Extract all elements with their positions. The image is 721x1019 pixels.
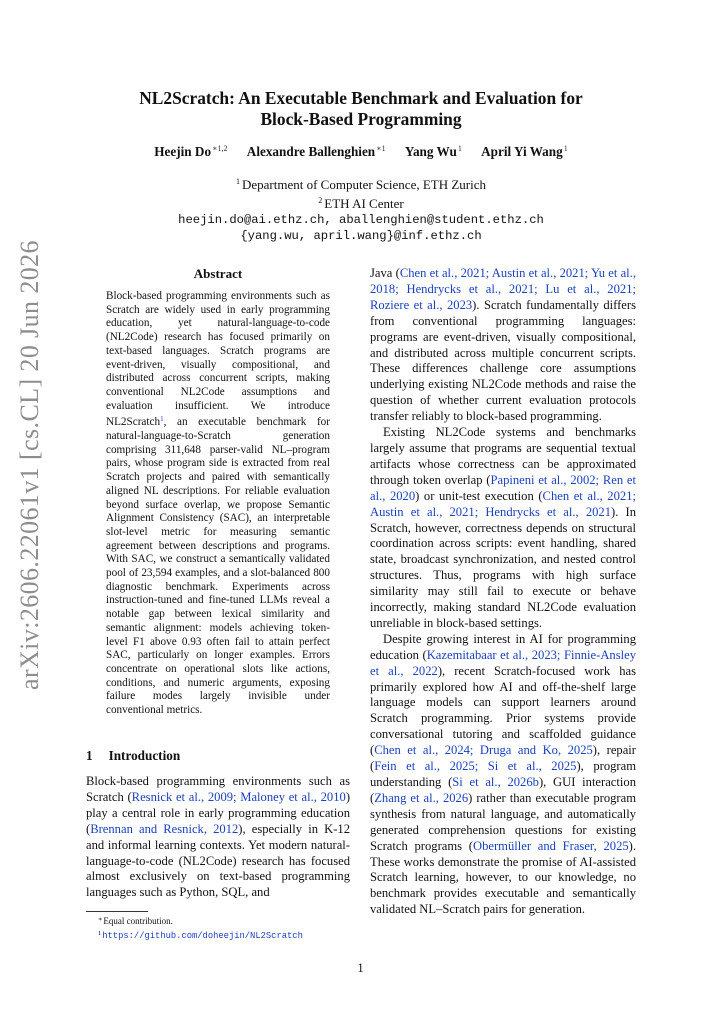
body-text: ), program understanding ( xyxy=(370,759,636,789)
right-column xyxy=(370,266,636,918)
abstract-heading: Abstract xyxy=(193,266,243,281)
author xyxy=(247,144,386,159)
emails-line-2: {yang.wu, april.wang}@inf.ethz.ch xyxy=(240,229,482,243)
body-text: ), repair ( xyxy=(370,743,636,774)
body-text: Existing NL2Code systems and benchmarks largely assume that programs are sequential textual artifacts whose correctness can be approximated through token overlap ( xyxy=(370,425,636,487)
body-text: Despite growing interest in AI for programming education ( xyxy=(370,631,636,662)
body-text: ), GUI interaction ( xyxy=(370,775,636,805)
citation-link[interactable]: Fein et al., 2025; Si et al., 2025 xyxy=(374,759,577,774)
paragraph xyxy=(370,266,636,425)
citation-link[interactable]: Zhang et al., 2026 xyxy=(374,790,469,805)
citation-link[interactable]: Kazemitabaar et al., 2023; Finnie-Ansley et al., 2022 xyxy=(370,647,637,678)
citation-link[interactable]: Chen et al., 2021; Austin et al., 2021; Hendrycks et al., 2021 xyxy=(370,488,636,519)
author-affil-mark: ∗1 xyxy=(376,144,386,153)
author xyxy=(154,144,227,159)
author-name: April Yi Wang xyxy=(481,144,563,159)
body-text: Block-based programming environments such as Scratch ( xyxy=(86,774,350,804)
citation-link[interactable]: Chen et al., 2024; Druga and Ko, 2025 xyxy=(374,743,593,758)
title-line-1: NL2Scratch: An Executable Benchmark and Evaluation for xyxy=(139,88,583,108)
abstract-body xyxy=(106,290,330,718)
footnote-rule xyxy=(86,911,148,912)
body-text: ) or unit-test execution ( xyxy=(415,488,543,503)
footnote-text: Equal contribution. xyxy=(103,916,173,926)
body-text: ). Scratch fundamentally differs from conventional programming languages: programs are event-driven, visually compositional, and distributed across multiple concurrent scripts. These differences challenge core assumptions underlying existing NL2Code methods and raise the question of whether current evaluation protocols transfer reliably to block-based programming. xyxy=(370,297,636,424)
section-title: Introduction xyxy=(108,748,181,763)
affil-text: Department of Computer Science, ETH Zurich xyxy=(241,177,487,192)
affiliation-center xyxy=(86,193,636,212)
citation-link[interactable]: Si et al., 2026b xyxy=(452,775,539,789)
author-affil-mark: 1 xyxy=(457,144,462,153)
body-text: ), recent Scratch-focused work has primarily explored how AI and off-the-shelf large language models can support learners around Scratch programming. Prior systems provide conversational tutoring and scaffolded guidance ( xyxy=(370,663,636,758)
title-line-2: Block-Based Programming xyxy=(260,109,462,129)
body-text: ), especially in K-12 and informal learning contexts. Yet modern natural-language-to-code (NL2Code) research has focused almost exclusively on text-based programming languages such as Python, SQL, and xyxy=(86,821,350,900)
intro-paragraph xyxy=(86,774,350,901)
footnote-ref[interactable]: 1 xyxy=(160,415,164,424)
author-affil-mark: ∗1,2 xyxy=(212,144,228,153)
abstract-text: , an executable benchmark for natural-language-to-Scratch generation comprising 311,648 parser-valid NL–program pairs, whose program side is extracted from real Scratch projects and paired with semantically aligned NL descriptions. For reliable evaluation beyond surface overlap, we propose Semantic Alignment Consistency (SAC), an interpretable slot-level metric for measuring semantic agreement between descriptions and programs. With SAC, we construct a semantically validated pool of 23,594 examples, and a slot-balanced 800 diagnostic benchmark. Experiments across instruction-tuned and fine-tuned LLMs reveal a notable gap between lexical similarity and semantic alignment: models achieving token-level F1 above 0.93 often fail to attain perfect SAC, particularly on longer examples. Errors concentrate on operational slots like actions, conditions, and numeric arguments, exposing failure modes largely invisible under conventional metrics. xyxy=(106,416,330,717)
author-name: Heejin Do xyxy=(154,144,212,159)
affiliation-dept xyxy=(86,174,636,193)
affil-mark: 1 xyxy=(235,177,240,186)
abstract-text: Block-based programming environments such as Scratch are widely used in early programming education, yet natural-language-to-code (NL2Code) research has focused primarily on text-based languages. Scratch programs are event-driven, visually compositional, and distributed across concurrent scripts, making conventional NL2Code assumptions and evaluation insufficient. We introduce NL2Scratch xyxy=(106,290,330,429)
body-text: Java ( xyxy=(370,266,400,280)
section-heading-introduction xyxy=(86,748,350,764)
body-text: ). In Scratch, however, correctness depends on structural coordination across scripts: event handling, shared state, broadcast synchronization, and nested control structures. Thus, programs with high surface similarity may still fail to execute or behave incorrectly, making standard NL2Code evaluation unreliable in block-based settings. xyxy=(370,504,636,630)
footnote-equal xyxy=(98,914,358,928)
citation-link[interactable]: Obermüller and Fraser, 2025 xyxy=(472,838,629,853)
paragraph xyxy=(370,632,636,918)
paragraph xyxy=(370,425,636,632)
affiliations xyxy=(86,174,636,244)
citation-link[interactable]: Brennan and Resnick, 2012 xyxy=(90,821,239,836)
page-number: 1 xyxy=(357,961,364,975)
footnote-mark: 1 xyxy=(98,929,102,937)
author-affil-mark: 1 xyxy=(563,144,568,153)
affil-mark: 2 xyxy=(318,196,323,205)
citation-link[interactable]: Chen et al., 2021; Austin et al., 2021; Yu et al., 2018; Hendrycks et al., 2021; Lu et al., 2021; Roziere et al., 2023 xyxy=(370,266,636,312)
affil-text: ETH AI Center xyxy=(324,196,404,211)
footnote-mark: ∗ xyxy=(98,916,103,923)
body-text: ) play a central role in early programming education ( xyxy=(86,789,351,836)
body-text: ). These works demonstrate the promise of AI-assisted Scratch learning, however, to our knowledge, no benchmark provides executable and semantically validated NL–Scratch pairs for generation. xyxy=(370,838,637,917)
author xyxy=(481,144,568,159)
arxiv-stamp: arXiv:2606.22061v1 [cs.CL] 20 Jun 2026 xyxy=(15,240,44,690)
section-number: 1 xyxy=(86,748,93,763)
body-text: ) rather than executable program synthesis from natural language, and automatically generated comprehension questions for existing Scratch programs ( xyxy=(370,790,637,853)
footnote-link xyxy=(98,928,358,943)
footnotes xyxy=(98,914,358,942)
repo-link[interactable]: https://github.com/doheejin/NL2Scratch xyxy=(102,930,303,941)
author-list xyxy=(86,140,636,161)
author xyxy=(405,144,462,159)
citation-link[interactable]: Papineni et al., 2002; Ren et al., 2020 xyxy=(370,472,636,503)
author-name: Alexandre Ballenghien xyxy=(246,144,376,159)
emails-line-1: heejin.do@ai.ethz.ch, aballenghien@student.ethz.ch xyxy=(178,213,544,227)
citation-link[interactable]: Resnick et al., 2009; Maloney et al., 2010 xyxy=(131,789,346,804)
author-name: Yang Wu xyxy=(404,144,457,159)
paper-title xyxy=(86,88,636,130)
